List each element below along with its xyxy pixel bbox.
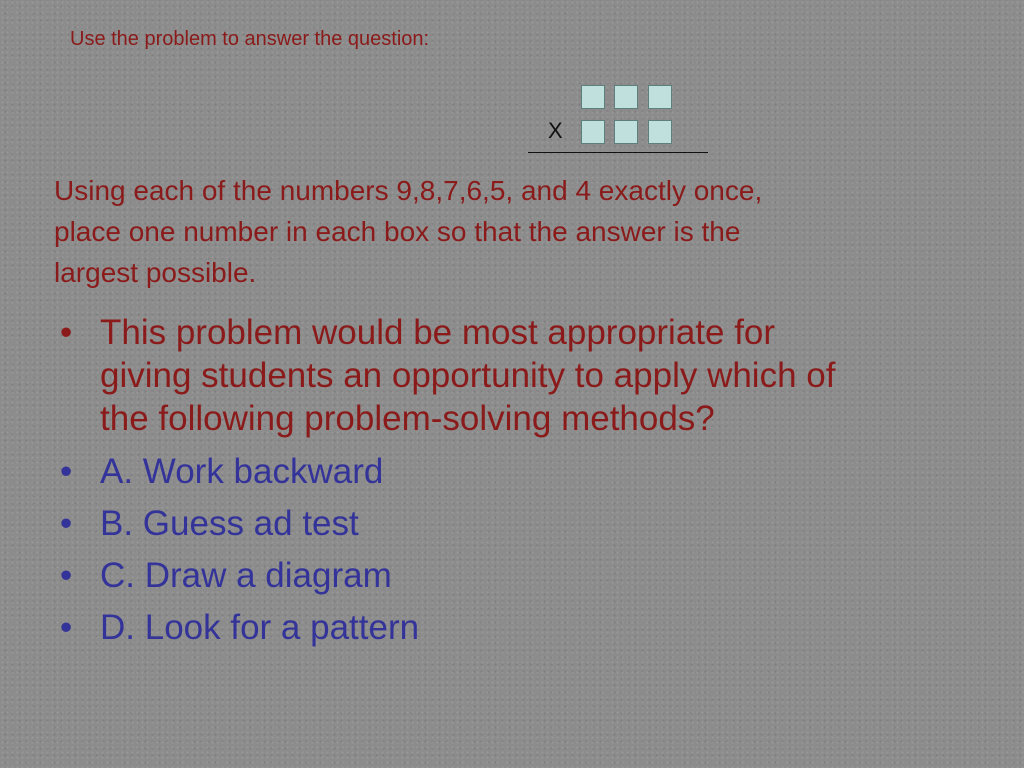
answer-option-d[interactable] [58, 608, 978, 648]
problem-statement [54, 170, 954, 293]
answer-option-a[interactable] [58, 452, 978, 492]
multiplication-diagram [528, 85, 708, 155]
answer-line [528, 152, 708, 153]
bullet-icon: • [60, 608, 73, 647]
bullet-icon: • [60, 556, 73, 595]
question-list [58, 311, 978, 660]
question-line: the following problem-solving methods? [100, 399, 715, 438]
digit-box-bottom-1[interactable] [581, 120, 605, 144]
option-label: C. Draw a diagram [100, 556, 392, 595]
bullet-icon: • [60, 452, 73, 491]
problem-line: place one number in each box so that the answer is the [54, 216, 741, 247]
multiply-sign: X [548, 118, 563, 143]
problem-line: Using each of the numbers 9,8,7,6,5, and 4 exactly once, [54, 175, 763, 206]
option-label: A. Work backward [100, 452, 384, 491]
option-label: D. Look for a pattern [100, 608, 420, 647]
digit-box-bottom-2[interactable] [614, 120, 638, 144]
answer-option-c[interactable] [58, 556, 978, 596]
digit-box-top-2[interactable] [614, 85, 638, 109]
instruction-text: Use the problem to answer the question: [70, 28, 430, 50]
question-line: This problem would be most appropriate for [100, 313, 776, 352]
answer-option-b[interactable] [58, 504, 978, 544]
digit-box-top-1[interactable] [581, 85, 605, 109]
bullet-icon: • [60, 504, 73, 543]
digit-box-top-3[interactable] [648, 85, 672, 109]
digit-box-bottom-3[interactable] [648, 120, 672, 144]
question-item [58, 311, 978, 440]
option-label: B. Guess ad test [100, 504, 359, 543]
question-line: giving students an opportunity to apply which of [100, 356, 836, 395]
bullet-icon: • [60, 313, 73, 352]
problem-line: largest possible. [54, 257, 257, 288]
